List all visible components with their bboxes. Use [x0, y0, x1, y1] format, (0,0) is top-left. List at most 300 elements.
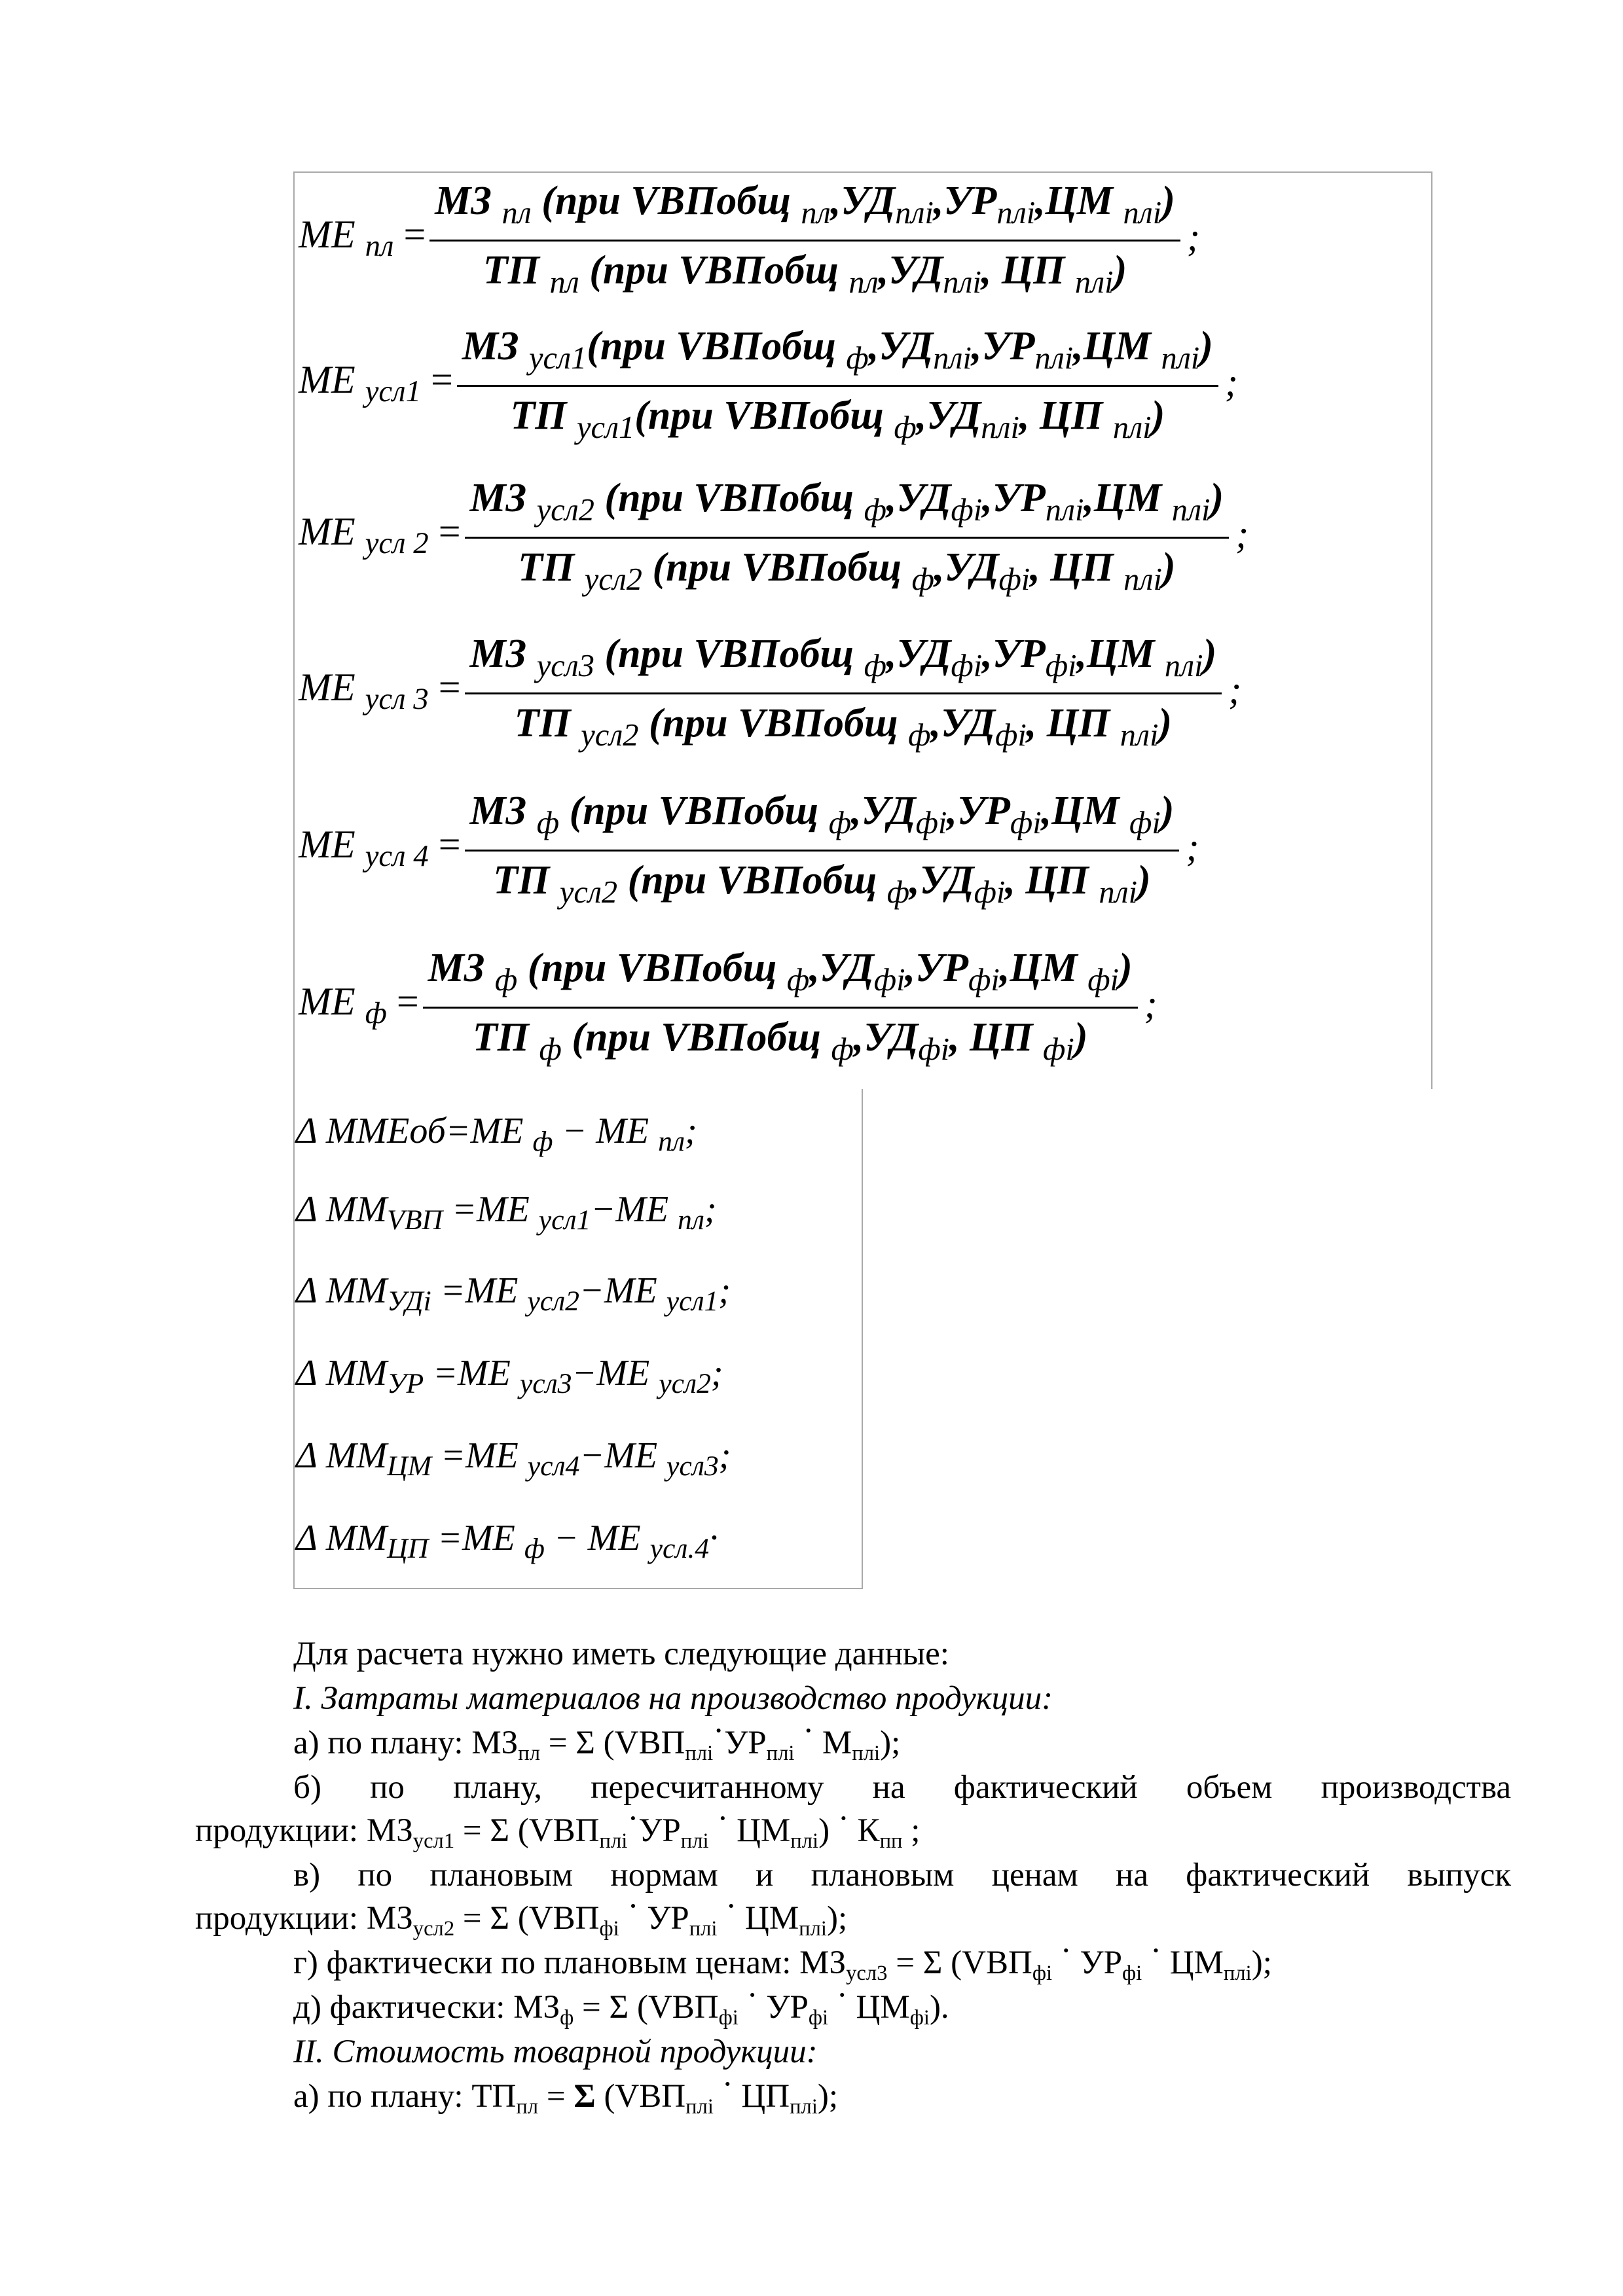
text-part: УР	[638, 1812, 681, 1849]
denominator-part: )	[1151, 393, 1165, 438]
numerator-part: ,УР	[933, 179, 997, 223]
denominator-part: плi	[1099, 874, 1138, 910]
text-part: усл3	[846, 1961, 888, 1985]
delta-part: усл3	[666, 1450, 719, 1482]
denominator-part: ф	[894, 410, 917, 445]
numerator-part: )	[1161, 179, 1175, 223]
text-part: = Σ (VВП	[574, 1989, 719, 2026]
text-part: );	[826, 1900, 848, 1937]
text-part: ·	[1052, 1933, 1072, 1970]
text-part: );	[1251, 1945, 1272, 1981]
text-part: ЦМ	[847, 1989, 910, 2026]
denominator-part: ,УД	[909, 858, 974, 903]
text-part: ЦМ	[1161, 1945, 1224, 1981]
formula-equals: =	[386, 980, 419, 1023]
text-part: ЦМ	[737, 1900, 799, 1937]
text-part: ф	[560, 2005, 574, 2030]
fraction-bar	[457, 385, 1218, 387]
text-part: ·	[1142, 1933, 1161, 1970]
delta-part: =ME	[431, 1435, 528, 1476]
numerator-part: )	[1160, 789, 1175, 833]
denominator-part: , ЦП	[981, 248, 1075, 293]
denominator-part: )	[1074, 1015, 1088, 1060]
text-part: ·	[717, 1888, 737, 1926]
numerator-part: плi	[1164, 648, 1203, 683]
text-part: )	[818, 1812, 830, 1849]
formula-me-usl4	[299, 781, 1425, 928]
formula-semicolon: ;	[1228, 668, 1242, 711]
denominator-part: усл1	[577, 410, 635, 445]
numerator-part: МЗ	[462, 324, 530, 368]
formula-lhs-sub: усл 2	[365, 526, 429, 561]
denominator-part: усл2	[581, 717, 639, 753]
formula-delta-mm-udi	[296, 1270, 731, 1318]
delta-part: ;	[718, 1435, 731, 1476]
formula-lhs-sub: усл1	[365, 374, 421, 409]
numerator-part: ф	[786, 962, 810, 997]
text-part: УР	[724, 1725, 767, 1761]
text-part: фі	[599, 1916, 619, 1941]
numerator-part: плi	[1123, 195, 1162, 230]
delta-part: Δ ММ	[296, 1518, 388, 1558]
delta-part: пл	[678, 1204, 704, 1236]
text-part: фі	[1032, 1961, 1053, 1985]
formula-numerator	[462, 324, 1213, 376]
formula-delta-mm-cm	[296, 1435, 731, 1482]
numerator-part: (при VВПобщ	[517, 946, 787, 990]
text-part: = Σ (VВП	[887, 1945, 1032, 1981]
formula-semicolon: ;	[1186, 215, 1200, 259]
text-part: УР	[1071, 1945, 1123, 1981]
numerator-part: ,ЦМ	[1073, 324, 1161, 368]
numerator-part: ,ЦМ	[1041, 789, 1129, 833]
formula-denominator	[493, 858, 1151, 910]
delta-part: ·	[709, 1518, 719, 1558]
delta-part: −ME	[579, 1435, 667, 1476]
delta-part: Δ ММ	[296, 1270, 388, 1311]
text-part: продукции: МЗ	[195, 1900, 413, 1937]
denominator-part: ТП	[514, 701, 581, 745]
section-1-heading: I. Затраты материалов на производство продукции:	[293, 1680, 1053, 1717]
formula-delta-mm-cp	[296, 1518, 719, 1565]
numerator-part: фi	[1010, 805, 1042, 840]
delta-part: =ME	[443, 1189, 539, 1230]
numerator-part: пл	[501, 195, 532, 230]
formula-lhs	[299, 213, 426, 264]
text-part: ·	[713, 1713, 725, 1750]
formula-denominator	[514, 701, 1173, 753]
numerator-part: фi	[873, 962, 905, 997]
text-part: плі	[799, 1916, 827, 1941]
formula-lhs-base: ME	[299, 510, 365, 553]
numerator-part: усл3	[536, 648, 594, 683]
formula-delta-mm-ur	[296, 1353, 723, 1400]
text-part: пл	[518, 1741, 540, 1765]
denominator-part: ф	[908, 717, 931, 753]
delta-part: =ME	[431, 1270, 528, 1311]
numerator-part: ф	[494, 962, 518, 997]
text-part: ЦМ	[728, 1812, 791, 1849]
denominator-part: фi	[998, 562, 1030, 597]
text-part: ·	[738, 1977, 758, 2015]
formula-equals: =	[428, 823, 461, 866]
text-part: плі	[685, 2094, 714, 2119]
delta-part: Δ ММЕоб=ME	[296, 1111, 533, 1151]
denominator-part: ТП	[510, 393, 577, 438]
numerator-part: МЗ	[428, 946, 495, 990]
formula-me-usl2	[299, 469, 1425, 615]
denominator-part: фi	[918, 1031, 950, 1067]
denominator-part: (при VВПобщ	[617, 858, 887, 903]
numerator-part: ,УР	[905, 946, 969, 990]
numerator-part: плi	[895, 195, 934, 230]
formula-semicolon: ;	[1144, 982, 1158, 1026]
denominator-part: (при VВПобщ	[561, 1015, 831, 1060]
text-part: ·	[794, 1713, 814, 1750]
text-part: плі	[1223, 1961, 1252, 1985]
text-part: пл	[516, 2094, 539, 2119]
text-part: УР	[638, 1900, 689, 1937]
numerator-part: МЗ	[469, 632, 537, 676]
numerator-part: ,УР	[947, 789, 1010, 833]
item-1c-line1: в) по плановым нормам и плановым ценам на фактический выпуск	[293, 1857, 1511, 1893]
formula-numerator	[435, 179, 1175, 230]
denominator-part: ,УД	[916, 393, 981, 438]
denominator-part: плi	[981, 410, 1019, 445]
delta-part: УР	[387, 1368, 424, 1400]
numerator-part: плi	[1045, 492, 1084, 528]
numerator-part: (при VВПобщ	[559, 789, 829, 833]
numerator-part: ф	[828, 805, 852, 840]
item-1e	[293, 1977, 1511, 2030]
text-part: = Σ (VВП	[454, 1900, 600, 1937]
numerator-part: пл	[801, 195, 831, 230]
numerator-part: ,ЦМ	[999, 946, 1088, 990]
numerator-part: ,УД	[886, 476, 951, 520]
numerator-part: фi	[951, 492, 983, 528]
text-part: фі	[909, 2005, 930, 2030]
numerator-part: (при VВПобщ	[587, 324, 847, 368]
delta-part: усл.4	[649, 1533, 710, 1565]
numerator-part: ф	[846, 340, 869, 376]
fraction-bar	[465, 692, 1222, 694]
formula-denominator	[518, 545, 1176, 597]
text-part: УР	[757, 1989, 809, 2026]
denominator-part: ф	[831, 1031, 854, 1067]
formula-lhs-sub: ф	[365, 996, 387, 1031]
numerator-part: фi	[951, 648, 983, 683]
formula-lhs-base: ME	[299, 358, 365, 401]
text-part: плі	[790, 2094, 818, 2119]
text-part: плі	[599, 1829, 628, 1853]
numerator-part: плi	[1161, 340, 1200, 376]
numerator-part: плi	[1034, 340, 1074, 376]
numerator-part: (при VВПобщ	[594, 476, 864, 520]
numerator-part: ,УД	[886, 632, 951, 676]
numerator-part: )	[1203, 632, 1217, 676]
denominator-part: плi	[1074, 264, 1114, 300]
formula-denominator	[472, 1015, 1088, 1067]
text-part: ·	[830, 1801, 849, 1838]
formula-numerator	[469, 789, 1175, 840]
denominator-part: , ЦП	[1030, 545, 1124, 590]
formula-lhs-base: ME	[299, 823, 365, 866]
text-part: ЦП	[733, 2078, 790, 2115]
delta-part: Δ ММ	[296, 1353, 388, 1393]
text-part: плі	[689, 1916, 718, 1941]
section-2-heading: II. Стоимость товарной продукции:	[293, 2034, 818, 2070]
text-part: фі	[718, 2005, 739, 2030]
numerator-part: ф	[864, 492, 886, 528]
denominator-part: усл2	[584, 562, 642, 597]
numerator-part: МЗ	[469, 476, 537, 520]
denominator-part: плi	[1120, 717, 1159, 753]
text-part: );	[880, 1725, 901, 1761]
text-part: плі	[766, 1741, 795, 1765]
denominator-part: фi	[1043, 1031, 1074, 1067]
delta-part: усл3	[519, 1368, 572, 1400]
item-1c-line2	[195, 1888, 1511, 1941]
numerator-part: (при VВПобщ	[594, 632, 864, 676]
numerator-part: ф	[864, 648, 886, 683]
denominator-part: ,УД	[878, 248, 943, 293]
denominator-part: фi	[974, 874, 1006, 910]
formula-delta-mmeob	[296, 1111, 697, 1158]
numerator-part: ,УР	[982, 476, 1046, 520]
formula-lhs	[299, 666, 461, 717]
text-part: Σ	[574, 2078, 596, 2115]
denominator-part: (при VВПобщ	[579, 248, 849, 293]
item-1b-line2	[195, 1801, 1511, 1853]
text-part: );	[817, 2078, 839, 2115]
delta-part: пл	[658, 1126, 685, 1158]
denominator-part: , ЦП	[1005, 858, 1099, 903]
numerator-part: ,УР	[982, 632, 1046, 676]
delta-part: − ME	[553, 1111, 659, 1151]
numerator-part: фi	[1087, 962, 1119, 997]
numerator-part: ,ЦМ	[1076, 632, 1165, 676]
denominator-part: пл	[549, 264, 579, 300]
denominator-part: ф	[886, 874, 910, 910]
numerator-part: плi	[1171, 492, 1211, 528]
delta-part: ЦП	[387, 1533, 429, 1565]
numerator-part: усл2	[536, 492, 594, 528]
formula-lhs-sub: усл 4	[365, 839, 429, 874]
denominator-part: плi	[943, 264, 981, 300]
formula-delta-mm-vvp	[296, 1189, 717, 1236]
delta-part: − ME	[544, 1518, 650, 1558]
formula-lhs-base: ME	[299, 980, 365, 1023]
text-part: плі	[685, 1741, 714, 1765]
formula-lhs-sub: усл 3	[365, 682, 429, 717]
text-part: фі	[1122, 1961, 1142, 1985]
denominator-part: (при VВПобщ	[642, 545, 912, 590]
delta-part: усл1	[666, 1285, 719, 1318]
numerator-part: ,ЦМ	[1084, 476, 1172, 520]
text-part: =	[538, 2078, 574, 2115]
text-part: фі	[808, 2005, 829, 2030]
numerator-part: МЗ	[469, 789, 537, 833]
delta-part: ;	[718, 1270, 731, 1311]
delta-part: −ME	[572, 1353, 659, 1393]
denominator-part: ф	[539, 1031, 562, 1067]
denominator-part: )	[1137, 858, 1151, 903]
text-part: = Σ (VВП	[454, 1812, 600, 1849]
formula-lhs-base: ME	[299, 213, 365, 256]
denominator-part: , ЦП	[1026, 701, 1120, 745]
text-part: усл2	[412, 1916, 455, 1941]
formula-equals: =	[421, 358, 453, 401]
text-part: (VВП	[595, 2078, 686, 2115]
fraction-bar	[465, 537, 1230, 539]
numerator-part: ,УД	[830, 179, 896, 223]
text-part: ·	[627, 1801, 639, 1838]
numerator-part: (при VВПобщ	[531, 179, 801, 223]
text-part: М	[814, 1725, 852, 1761]
denominator-part: ТП	[472, 1015, 539, 1060]
text-part: г) фактически по плановым ценам: МЗ	[293, 1945, 847, 1981]
delta-part: ф	[524, 1533, 545, 1565]
denominator-part: ,УД	[934, 545, 999, 590]
text-part: ·	[619, 1888, 639, 1926]
delta-part: усл2	[659, 1368, 711, 1400]
denominator-part: плi	[1112, 410, 1152, 445]
numerator-part: плi	[996, 195, 1036, 230]
denominator-part: )	[1158, 701, 1173, 745]
denominator-part: ТП	[518, 545, 585, 590]
denominator-part: пл	[848, 264, 879, 300]
text-part: плі	[852, 1741, 881, 1765]
formula-lhs-base: ME	[299, 666, 365, 709]
delta-part: =ME	[424, 1353, 520, 1393]
formula-lhs	[299, 358, 453, 409]
denominator-part: )	[1161, 545, 1176, 590]
denominator-part: , ЦП	[949, 1015, 1044, 1060]
formula-denominator	[483, 248, 1127, 300]
denominator-part: фi	[994, 717, 1027, 753]
delta-part: ;	[704, 1189, 717, 1230]
formula-lhs	[299, 823, 461, 874]
delta-part: ЦМ	[387, 1450, 432, 1482]
formula-equals: =	[428, 666, 461, 709]
numerator-part: фi	[968, 962, 1000, 997]
delta-part: Δ ММ	[296, 1189, 388, 1230]
numerator-part: ф	[536, 805, 560, 840]
text-part: пп	[879, 1829, 903, 1853]
formula-me-usl3	[299, 624, 1425, 771]
text-part: ·	[828, 1977, 848, 2015]
formula-equals: =	[393, 213, 426, 256]
numerator-part: )	[1118, 946, 1133, 990]
denominator-part: плi	[1123, 562, 1162, 597]
delta-part: Δ ММ	[296, 1435, 388, 1476]
denominator-part: ф	[911, 562, 934, 597]
text-part: а) по плану: МЗ	[293, 1725, 519, 1761]
formula-me-pl	[299, 171, 1425, 318]
delta-part: УДi	[387, 1285, 431, 1318]
formula-me-f	[299, 939, 1425, 1085]
delta-part: усл2	[527, 1285, 580, 1318]
denominator-part: (при VВПобщ	[638, 701, 909, 745]
numerator-part: фi	[1045, 648, 1077, 683]
text-part: продукции: МЗ	[195, 1812, 413, 1849]
delta-part: ;	[685, 1111, 697, 1151]
text-part: плі	[790, 1829, 819, 1853]
formula-semicolon: ;	[1224, 361, 1238, 404]
fraction-bar	[429, 240, 1180, 242]
numerator-part: )	[1199, 324, 1213, 368]
denominator-part: усл2	[559, 874, 618, 910]
item-1d	[293, 1933, 1511, 1985]
numerator-part: ,УД	[851, 789, 916, 833]
numerator-part: фi	[915, 805, 947, 840]
formula-numerator	[428, 946, 1133, 997]
text-part: ;	[902, 1812, 921, 1849]
text-part: = Σ (VВП	[539, 1725, 685, 1761]
text-part: К	[848, 1812, 880, 1849]
text-part: ·	[708, 1801, 729, 1838]
numerator-part: ,ЦМ	[1035, 179, 1123, 223]
text-part: усл1	[412, 1829, 455, 1853]
formula-me-usl1	[299, 317, 1425, 463]
fraction-bar	[465, 850, 1180, 852]
formula-numerator	[469, 476, 1224, 528]
text-part: д) фактически: МЗ	[293, 1989, 560, 2026]
fraction-bar	[423, 1007, 1138, 1009]
delta-part: =ME	[428, 1518, 524, 1558]
numerator-part: ,УД	[868, 324, 934, 368]
denominator-part: ,УД	[930, 701, 995, 745]
numerator-part: ,УР	[971, 324, 1035, 368]
item-2a	[293, 2066, 1511, 2119]
item-1a	[293, 1713, 1511, 1765]
delta-part: −ME	[579, 1270, 666, 1311]
numerator-part: )	[1210, 476, 1224, 520]
delta-part: ф	[532, 1126, 553, 1158]
delta-part: −ME	[591, 1189, 678, 1230]
delta-part: ;	[710, 1353, 723, 1393]
delta-part: VВП	[387, 1204, 443, 1236]
delta-part: усл4	[527, 1450, 580, 1482]
denominator-part: ,УД	[853, 1015, 919, 1060]
item-1b-line1: б) по плану, пересчитанному на фактический объем производства	[293, 1769, 1511, 1806]
numerator-part: ,УД	[809, 946, 874, 990]
formula-lhs	[299, 980, 419, 1031]
formula-equals: =	[428, 510, 461, 553]
text-part: ).	[929, 1989, 949, 2026]
formula-lhs-sub: пл	[365, 229, 394, 264]
numerator-part: МЗ	[435, 179, 502, 223]
formula-semicolon: ;	[1235, 512, 1249, 556]
numerator-part: усл1	[529, 340, 587, 376]
formula-numerator	[469, 632, 1217, 683]
numerator-part: плi	[933, 340, 972, 376]
denominator-part: ТП	[483, 248, 550, 293]
formula-lhs	[299, 510, 461, 561]
formula-denominator	[510, 393, 1165, 445]
denominator-part: , ЦП	[1019, 393, 1113, 438]
text-part: а) по плану: ТП	[293, 2078, 517, 2115]
delta-part: усл1	[538, 1204, 591, 1236]
denominator-part: (при VВПобщ	[634, 393, 894, 438]
formula-frame-bottom	[293, 1089, 863, 1589]
text-part: ·	[713, 2066, 733, 2104]
formula-semicolon: ;	[1186, 825, 1199, 869]
denominator-part: ТП	[493, 858, 560, 903]
denominator-part: )	[1113, 248, 1127, 293]
intro-line: Для расчета нужно иметь следующие данные:	[293, 1636, 949, 1672]
numerator-part: фi	[1129, 805, 1161, 840]
